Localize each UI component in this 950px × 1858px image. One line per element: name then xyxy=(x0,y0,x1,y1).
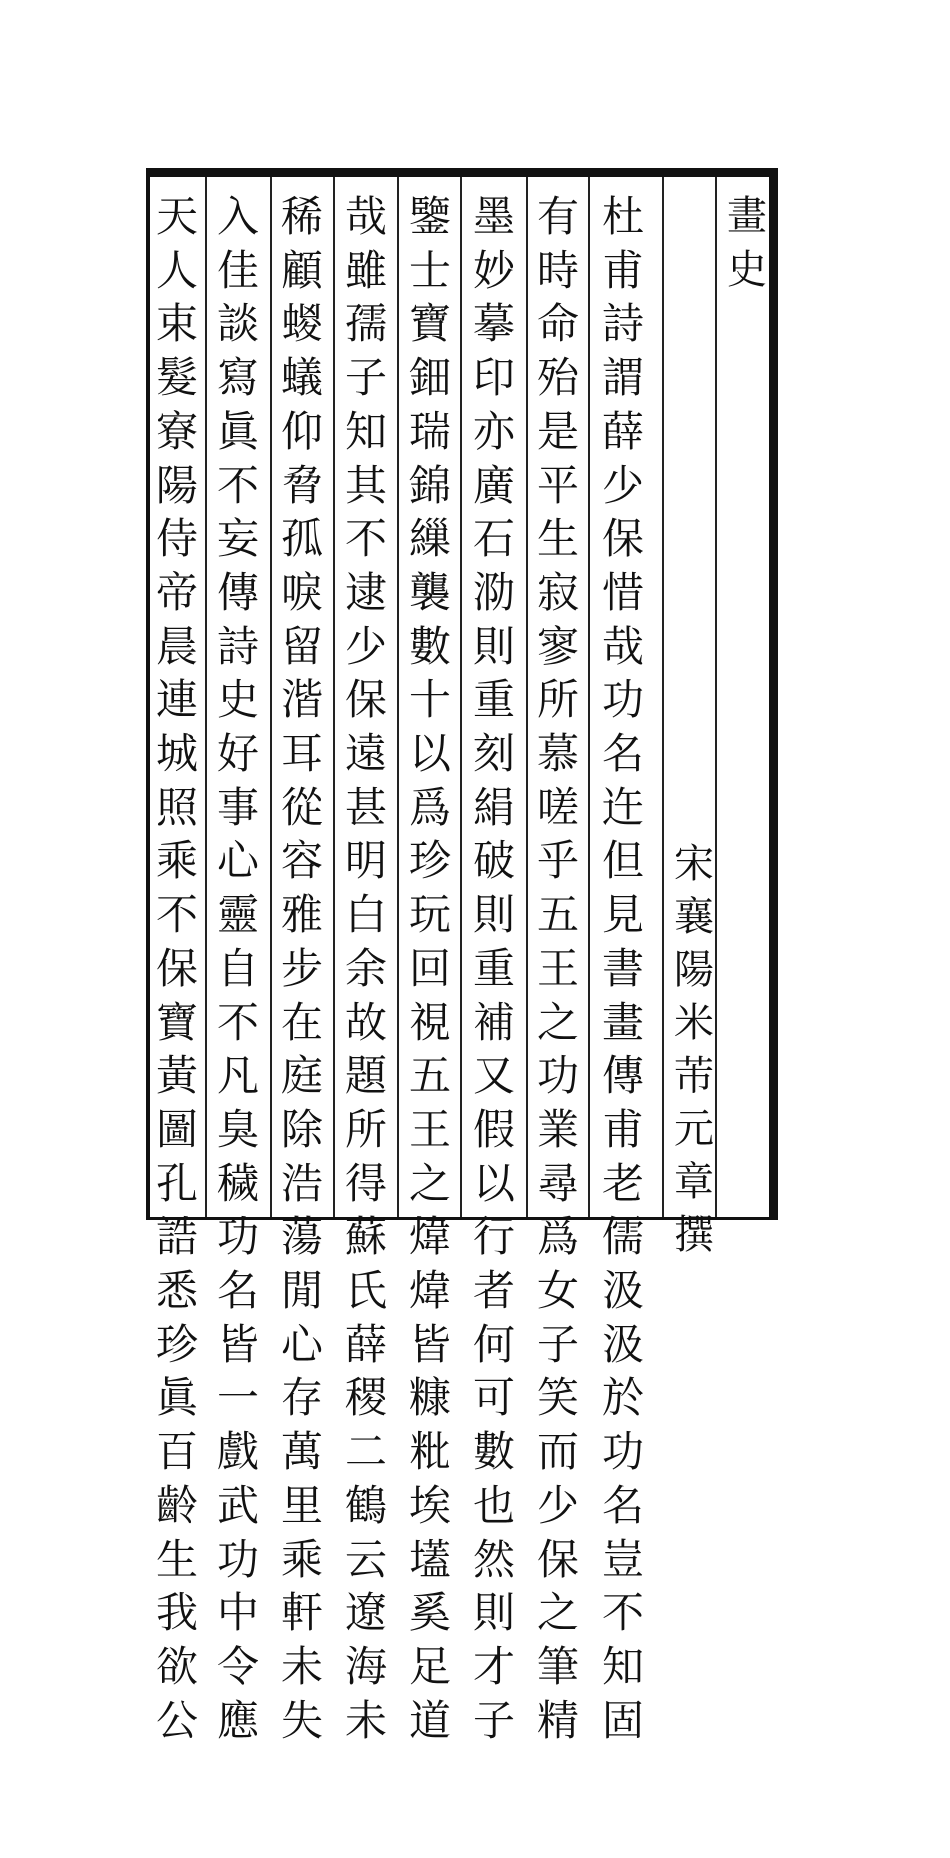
column-rule xyxy=(460,177,462,1217)
author-line: 宋襄陽米芾元章撰 xyxy=(674,841,714,1258)
column-rule xyxy=(526,177,528,1217)
text-column-4: 鑒士寶鈿瑞錦繅襲數十以爲珍玩回視五王之煒煒皆糠粃埃壒奚足道 xyxy=(408,192,451,1745)
column-rule xyxy=(588,177,590,1217)
text-column-7: 入佳談寫眞不妄傳詩史好事心靈自不凡臭穢功名皆一戲武功中令應 xyxy=(216,192,259,1745)
text-column-2: 有時命殆是平生寂寥所慕嗟乎五王之功業尋爲女子笑而少保之筆精 xyxy=(536,192,579,1745)
column-rule xyxy=(270,177,272,1217)
column-rule xyxy=(205,177,207,1217)
column-rule xyxy=(397,177,399,1217)
text-column-8: 天人束髮寮陽侍帝晨連城照乘不保寶黃圖孔誥悉珍眞百齡生我欲公 xyxy=(155,192,198,1745)
book-title: 畫史 xyxy=(727,193,767,293)
column-rule xyxy=(662,177,664,1217)
text-column-5: 哉雖孺子知其不逮少保遠甚明白余故題所得蘇氏薛稷二鶴云遼海未 xyxy=(344,192,387,1745)
column-rule xyxy=(333,177,335,1217)
text-column-1: 杜甫詩謂薛少保惜哉功名迕但見書畫傳甫老儒汲汲於功名豈不知固 xyxy=(601,192,644,1745)
text-column-3: 墨妙摹印亦廣石泐則重刻絹破則重補又假以行者何可數也然則才子 xyxy=(472,192,515,1745)
text-column-6: 稀顧蝬蟻仰脅孤唳留湝耳從容雅步在庭除浩蕩閒心存萬里乘軒未失 xyxy=(280,192,323,1745)
